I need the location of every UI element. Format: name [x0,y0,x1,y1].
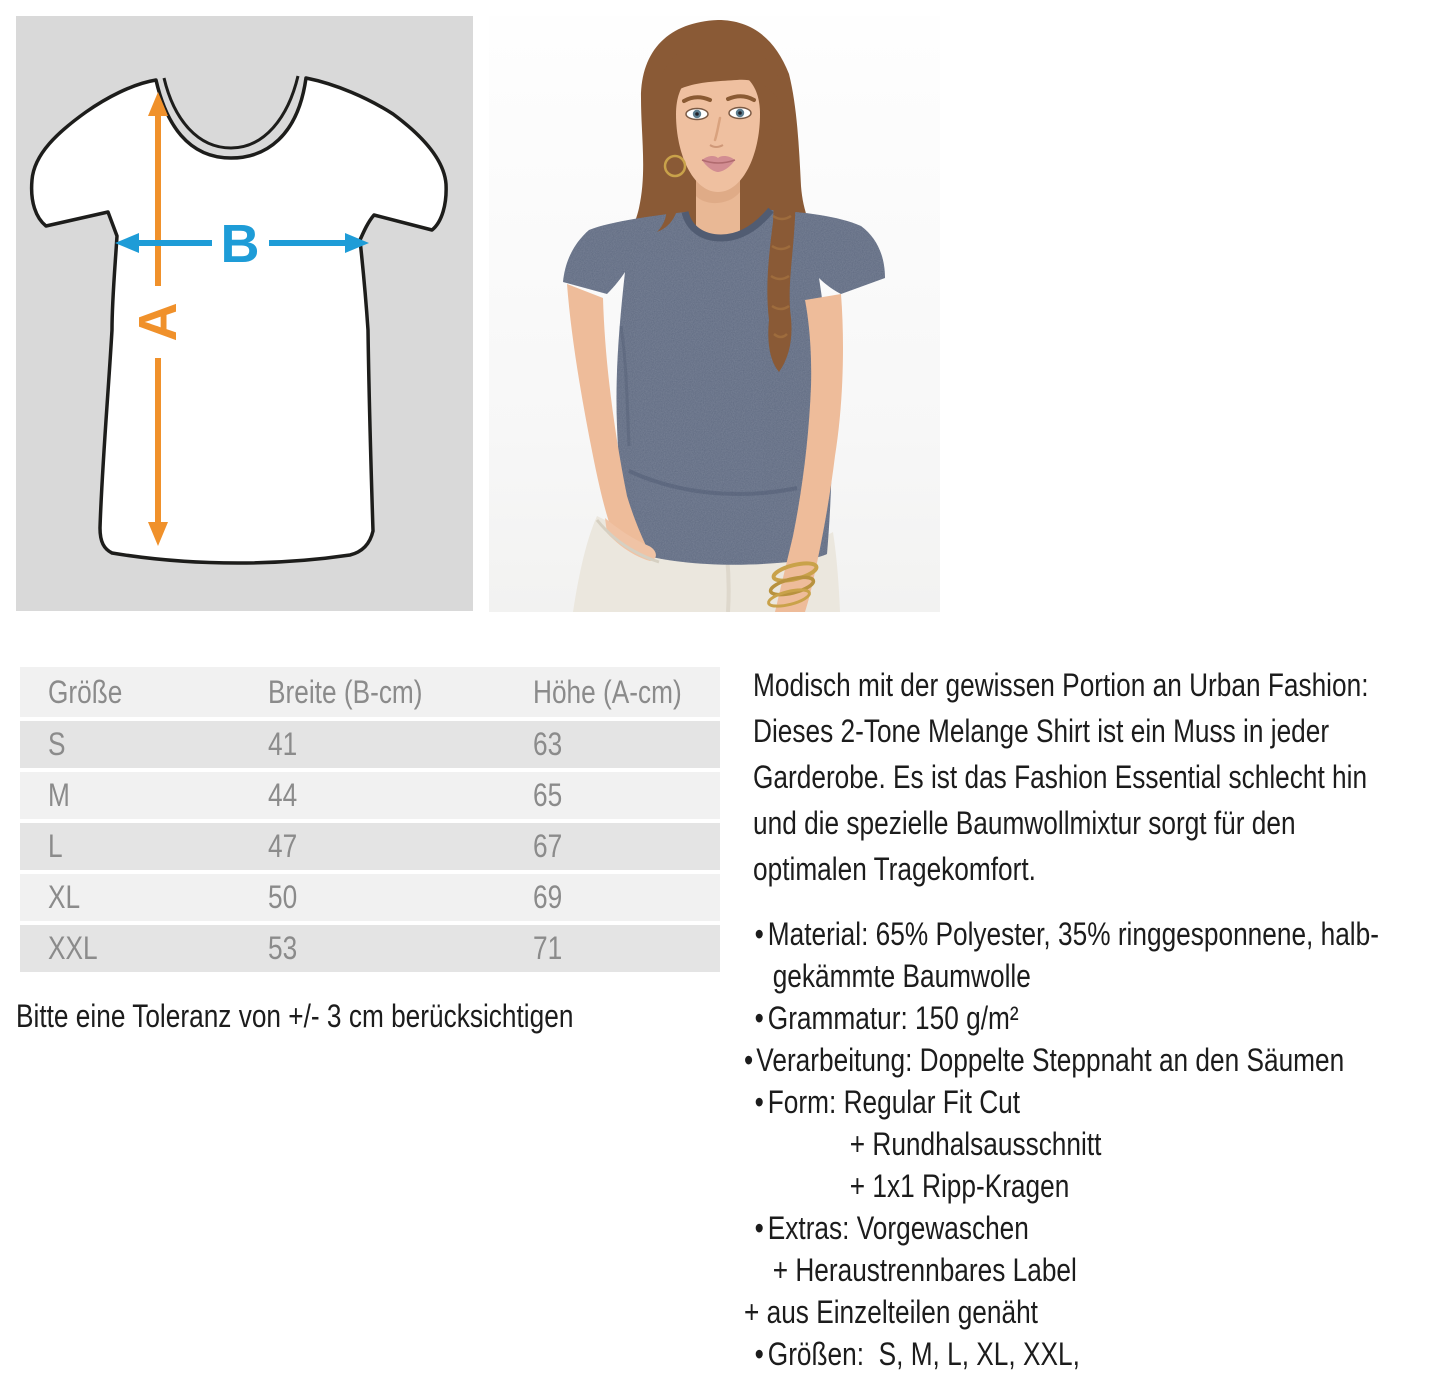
bullet-marker: • [754,1000,764,1036]
list-item: • Extras: Vorgewaschen [755,1207,1449,1249]
width-cell: 50 [268,879,298,915]
intro-line: und die spezielle Baumwollmixtur sorgt für den [753,805,1296,841]
column-header: Größe [48,673,123,710]
height-cell: 63 [533,726,563,762]
width-label: B [220,214,260,274]
size-diagram-panel [16,16,473,611]
size-cell: XL [48,879,81,915]
list-item: • Material: 65% Polyester, 35% ringgesponnene, halb- [755,913,1449,955]
tolerance-note: Bitte eine Toleranz von +/- 3 cm berücksichtigen [16,998,574,1034]
bullet-marker: • [754,916,764,952]
width-cell: 53 [268,930,298,966]
list-item: + aus Einzelteilen genäht [744,1294,1038,1330]
height-cell: 67 [533,828,563,864]
height-cell: 65 [533,777,563,813]
table-header-row [20,667,720,721]
list-item: • Grammatur: 150 g/m² [755,997,1449,1039]
height-cell: 69 [533,879,563,915]
list-item: • Form: Regular Fit Cut [755,1081,1449,1123]
list-item: • Verarbeitung: Doppelte Steppnaht an den Säumen [744,1039,1449,1081]
bullet-marker: • [744,1042,754,1078]
product-photo [489,16,940,612]
list-item: gekämmte Baumwolle [772,958,1031,994]
table-row-XXL [20,925,720,976]
list-item: • Größen: S, M, L, XL, XXL, [755,1333,1449,1375]
size-cell: S [48,726,66,762]
table-row-L [20,823,720,874]
intro-line: optimalen Tragekomfort. [753,851,1036,887]
size-cell: M [48,777,70,813]
table-row-S [20,721,720,772]
size-cell: XXL [48,930,98,966]
list-item: + 1x1 Ripp-Kragen [849,1168,1070,1204]
bullet-marker: • [754,1336,764,1372]
bullet-marker: • [754,1084,764,1120]
column-header: Breite (B-cm) [268,673,423,710]
table-row-XL [20,874,720,925]
column-header: Höhe (A-cm) [533,673,682,710]
product-description [744,662,1444,1375]
description-list [744,913,1449,1375]
intro-line: Dieses 2-Tone Melange Shirt ist ein Muss in jeder [753,713,1330,749]
model-illustration [489,16,940,612]
table-row-M [20,772,720,823]
width-cell: 44 [268,777,298,813]
width-cell: 47 [268,828,298,864]
width-cell: 41 [268,726,298,762]
tshirt-outline [32,78,447,563]
height-label: A [128,302,188,342]
size-diagram [16,16,473,611]
height-cell: 71 [533,930,563,966]
size-table [20,667,720,976]
bullet-marker: • [754,1210,764,1246]
list-item: + Heraustrennbares Label [772,1252,1077,1288]
list-item: + Rundhalsausschnitt [849,1126,1102,1162]
intro-line: Garderobe. Es ist das Fashion Essential schlecht hin [753,759,1368,795]
description-intro [744,662,1449,892]
intro-line: Modisch mit der gewissen Portion an Urban Fashion: [753,667,1369,703]
size-cell: L [48,828,63,864]
